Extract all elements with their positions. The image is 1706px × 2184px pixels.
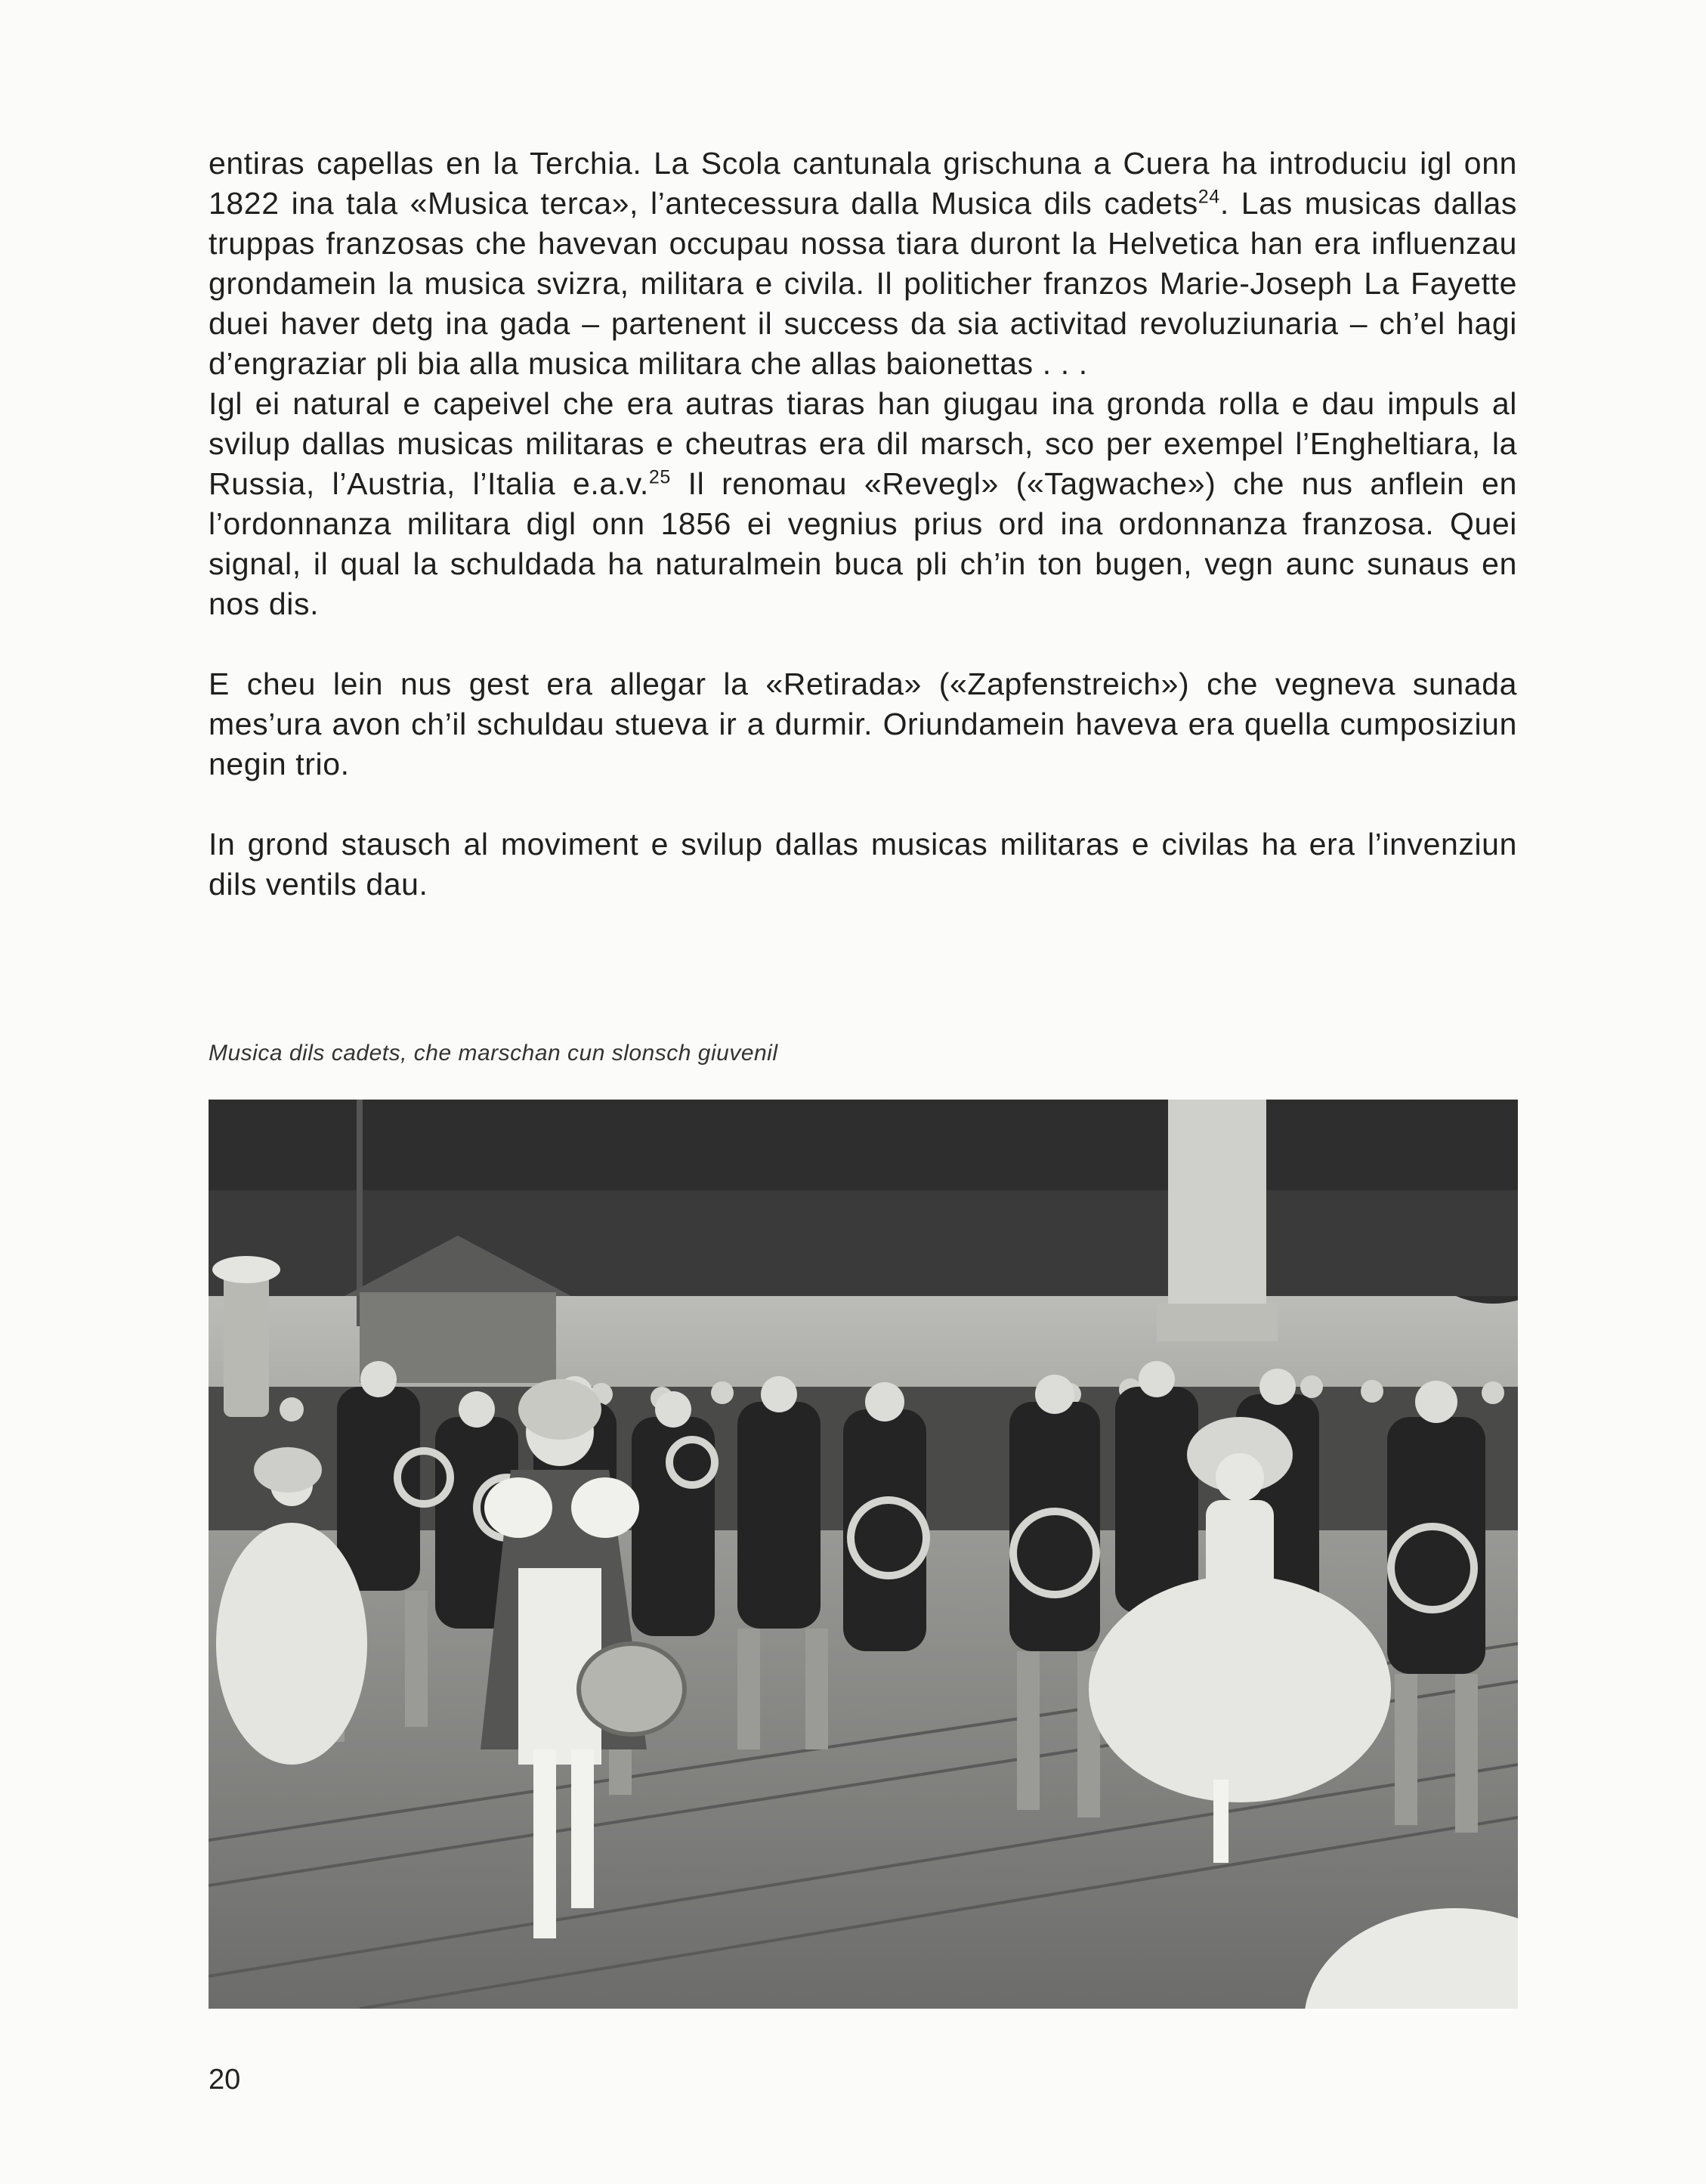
parade-photograph [209, 1100, 1518, 2009]
paragraph-1-text-b: . Las musicas dallas truppas franzosas che havevan occupau nossa tiara duront la Helvetica han era influenzau grondamein la musica svizra, militara e civila. Il politicher franzos Marie-Joseph La Fayette duei haver detg ina gada – partenent il success da sia activitad revoluziunaria – ch’el hagi d’engraziar pli bia alla musica militara che allas baionettas . . . [209, 186, 1517, 381]
parade-photo-illustration [209, 1100, 1518, 2009]
paragraph-4: In grond stausch al moviment e svilup dallas musicas militaras e civilas ha era l’invenziun dils ventils dau. [209, 827, 1517, 902]
paragraph-1-text-a: entiras capellas en la Terchia. La Scola cantunala grischuna a Cuera ha introduciu igl onn 1822 ina tala «Musica terca», l’antecessura dalla Musica dils cadets [209, 146, 1517, 221]
paragraph-3: E cheu lein nus gest era allegar la «Retirada» («Zapfenstreich») che vegneva sunada mes’ura avon ch’il schuldau stueva ir a durmir. Oriundamein haveva era quella cumposiziun negin trio. [209, 667, 1517, 781]
footnote-ref-24: 24 [1198, 186, 1220, 208]
body-text [209, 144, 1517, 905]
paragraph-2 [209, 384, 1517, 624]
page-number: 20 [209, 2064, 241, 2096]
paragraph-2-text-a: Igl ei natural e capeivel che era autras tiaras han giugau ina gronda rolla e dau impuls al svilup dallas musicas militaras e cheutras era dil marsch, sco per exempel l’Engheltiara, la Russia, l’Austria, l’Italia e.a.v. [209, 386, 1517, 501]
paragraph-2-text-b: Il renomau «Revegl» («Tagwache») che nus anflein en l’ordonnanza militara digl onn 1856 ei vegnius prius ord ina ordonnanza franzosa. Quei signal, il qual la schuldada ha naturalmein buca pli ch’in ton bugen, vegn aunc sunaus en nos dis. [209, 466, 1517, 621]
monument-pillar [1168, 1100, 1266, 1326]
photo-caption: Musica dils cadets, che marschan cun slonsch giuvenil [209, 1041, 778, 1066]
footnote-ref-25: 25 [648, 466, 671, 488]
paragraph-1 [209, 144, 1517, 384]
